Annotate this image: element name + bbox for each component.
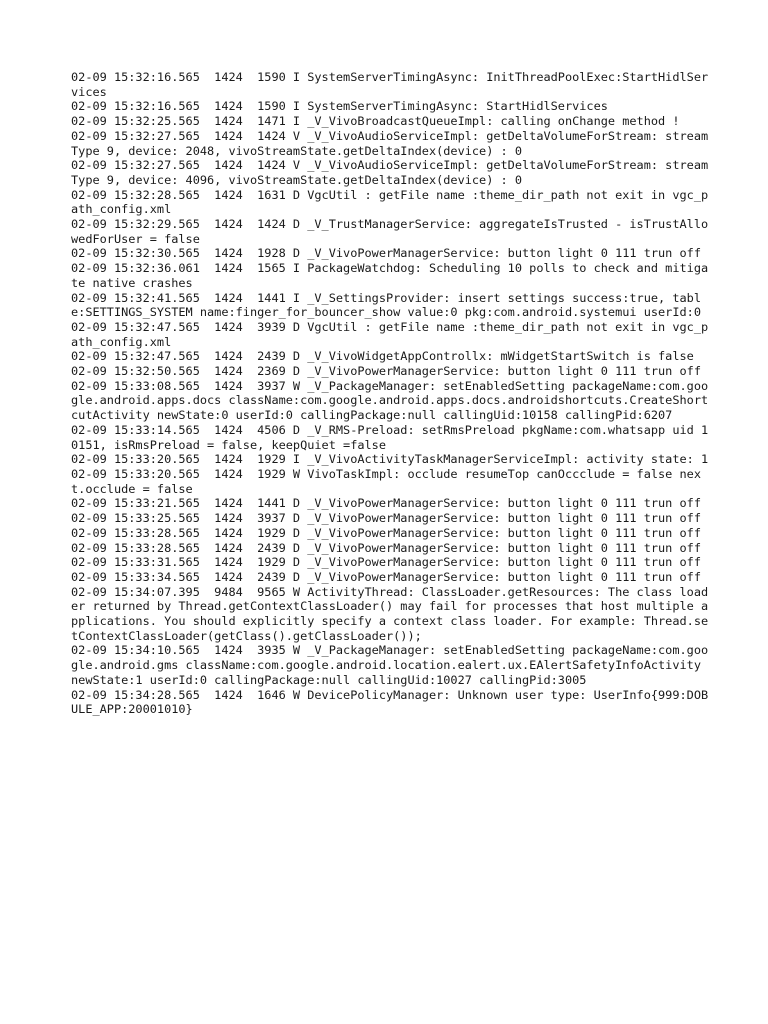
log-line: 02-09 15:33:14.565 1424 4506 D _V_RMS-Preload: setRmsPreload pkgName:com.whatsapp uid 10151, isRmsPreload = false, keepQuiet =false — [71, 422, 709, 452]
log-line: 02-09 15:33:20.565 1424 1929 W VivoTaskImpl: occlude resumeTop canOccclude = false next.occlude = false — [71, 466, 701, 496]
log-line: 02-09 15:33:21.565 1424 1441 D _V_VivoPowerManagerService: button light 0 111 trun off — [71, 496, 701, 511]
log-line: 02-09 15:33:31.565 1424 1929 D _V_VivoPowerManagerService: button light 0 111 trun off — [71, 555, 701, 570]
log-line: 02-09 15:33:28.565 1424 1929 D _V_VivoPowerManagerService: button light 0 111 trun off — [71, 525, 701, 540]
log-line: 02-09 15:32:27.565 1424 1424 V _V_VivoAudioServiceImpl: getDeltaVolumeForStream: streamType 9, device: 2048, vivoStreamState.getDeltaIndex(device) : 0 — [71, 128, 709, 158]
log-document — [71, 70, 711, 717]
log-line: 02-09 15:32:30.565 1424 1928 D _V_VivoPowerManagerService: button light 0 111 trun off — [71, 246, 701, 261]
log-line: 02-09 15:32:28.565 1424 1631 D VgcUtil : getFile name :theme_dir_path not exit in vgc_path_config.xml — [71, 187, 709, 217]
log-line: 02-09 15:32:36.061 1424 1565 I PackageWatchdog: Scheduling 10 polls to check and mitigate native crashes — [71, 261, 709, 290]
log-line: 02-09 15:32:47.565 1424 2439 D _V_VivoWidgetAppControllx: mWidgetStartSwitch is false — [71, 349, 694, 364]
log-line: 02-09 15:33:20.565 1424 1929 I _V_VivoActivityTaskManagerServiceImpl: activity state: 1 — [71, 452, 709, 467]
log-line: 02-09 15:33:28.565 1424 2439 D _V_VivoPowerManagerService: button light 0 111 trun off — [71, 540, 701, 555]
log-line: 02-09 15:32:50.565 1424 2369 D _V_VivoPowerManagerService: button light 0 111 trun off — [71, 364, 701, 379]
log-line: 02-09 15:32:29.565 1424 1424 D _V_TrustManagerService: aggregateIsTrusted - isTrustAllowedForUser = false — [71, 217, 709, 246]
log-line: 02-09 15:34:10.565 1424 3935 W _V_PackageManager: setEnabledSetting packageName:com.google.android.gms className:com.google.android.location.ealert.ux.EAlertSafetyInfoActivity newState:1 userId:0 callingPackage:null callingUid:10027 callingPid:3005 — [71, 643, 709, 687]
log-line: 02-09 15:32:16.565 1424 1590 I SystemServerTimingAsync: StartHidlServices — [71, 99, 608, 114]
log-line: 02-09 15:32:27.565 1424 1424 V _V_VivoAudioServiceImpl: getDeltaVolumeForStream: streamType 9, device: 4096, vivoStreamState.getDeltaIndex(device) : 0 — [71, 158, 709, 187]
log-line: 02-09 15:32:16.565 1424 1590 I SystemServerTimingAsync: InitThreadPoolExec:StartHidlServices — [71, 70, 709, 99]
log-line: 02-09 15:32:41.565 1424 1441 I _V_SettingsProvider: insert settings success:true, table:SETTINGS_SYSTEM name:finger_for_bouncer_show value:0 pkg:com.android.systemui userId:0 — [71, 290, 701, 320]
log-line: 02-09 15:34:28.565 1424 1646 W DevicePolicyManager: Unknown user type: UserInfo{999:DOBULE_APP:20001010} — [71, 687, 709, 717]
log-line: 02-09 15:32:47.565 1424 3939 D VgcUtil : getFile name :theme_dir_path not exit in vgc_path_config.xml — [71, 319, 709, 349]
log-line: 02-09 15:32:25.565 1424 1471 I _V_VivoBroadcastQueueImpl: calling onChange method ! — [71, 114, 680, 129]
log-line: 02-09 15:33:34.565 1424 2439 D _V_VivoPowerManagerService: button light 0 111 trun off — [71, 569, 701, 584]
log-line: 02-09 15:34:07.395 9484 9565 W ActivityThread: ClassLoader.getResources: The class loader returned by Thread.getContextClassLoader() may fail for processes that host multiple applications. You should explicitly specify a context class loader. For example: Thread.setContextClassLoader(getClass().getClassLoader()); — [71, 584, 709, 643]
log-line: 02-09 15:33:08.565 1424 3937 W _V_PackageManager: setEnabledSetting packageName:com.google.android.apps.docs className:com.google.android.apps.docs.androidshortcuts.CreateShortcutActivity newState:0 userId:0 callingPackage:null callingUid:10158 callingPid:6207 — [71, 378, 709, 423]
log-line: 02-09 15:33:25.565 1424 3937 D _V_VivoPowerManagerService: button light 0 111 trun off — [71, 511, 701, 526]
